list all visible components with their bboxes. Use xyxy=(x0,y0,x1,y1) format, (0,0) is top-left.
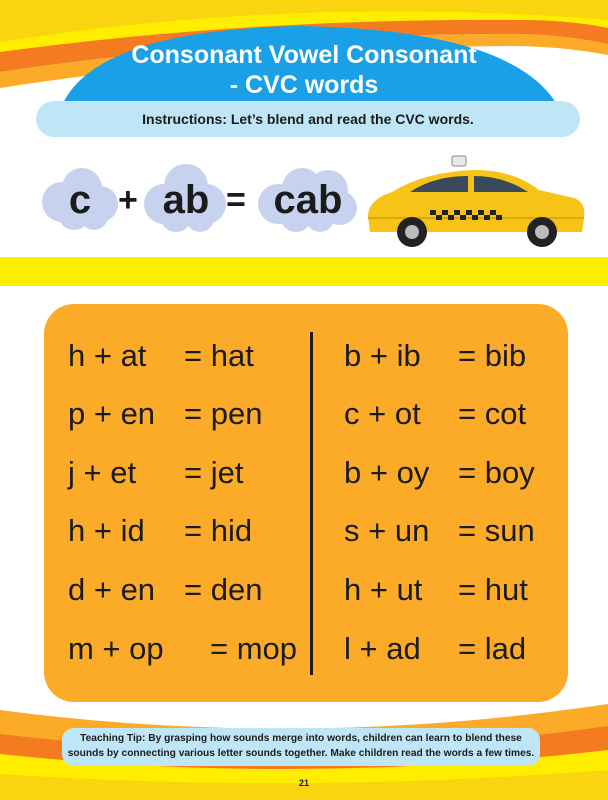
page-title xyxy=(90,40,518,100)
word-row xyxy=(344,631,527,667)
word-result: = boy xyxy=(458,455,535,490)
column-divider xyxy=(310,332,313,675)
example-equals: = xyxy=(226,181,246,219)
word-row xyxy=(344,338,527,374)
word-result: = hut xyxy=(458,572,528,607)
word-row xyxy=(68,572,263,608)
word-blend: c + ot xyxy=(344,396,421,431)
word-blend: l + ad xyxy=(344,631,421,666)
title-line-1: Consonant Vowel Consonant xyxy=(131,41,477,69)
yellow-divider-stripe xyxy=(0,257,608,286)
word-result: = hat xyxy=(184,338,254,373)
word-row xyxy=(344,513,535,549)
word-result: = mop xyxy=(210,631,298,666)
word-row xyxy=(68,513,253,549)
example-result: cab xyxy=(273,178,343,222)
word-row xyxy=(68,455,244,491)
word-result: = jet xyxy=(184,455,244,490)
word-result: = cot xyxy=(458,396,527,431)
taxi-cab-illustration xyxy=(364,152,588,252)
word-blend: b + oy xyxy=(344,455,430,490)
word-row xyxy=(68,631,298,667)
word-blend: s + un xyxy=(344,513,430,548)
word-result: = pen xyxy=(184,396,263,431)
word-row xyxy=(68,338,254,374)
word-result: = lad xyxy=(458,631,527,666)
example-part-2: ab xyxy=(162,178,210,222)
word-row xyxy=(344,455,535,491)
word-result: = sun xyxy=(458,513,535,548)
instructions-text: Instructions: Let’s blend and read the CVC words. xyxy=(142,111,474,127)
word-result: = den xyxy=(184,572,263,607)
word-row xyxy=(68,396,263,432)
teaching-tip-box xyxy=(62,728,540,766)
word-result: = bib xyxy=(458,338,527,373)
word-result: = hid xyxy=(184,513,253,548)
word-blend: j + et xyxy=(68,455,137,490)
example-plus: + xyxy=(118,181,138,219)
word-blend: p + en xyxy=(68,396,156,431)
tip-line-1: Teaching Tip: By grasping how sounds merge into words, children can learn to blend these xyxy=(80,733,522,744)
word-blend: h + at xyxy=(68,338,147,373)
page-number: 21 xyxy=(298,778,309,788)
title-line-2: - CVC words xyxy=(229,71,379,99)
tip-line-2: sounds by connecting various letter sounds together. Make children read the words a few times. xyxy=(67,748,535,759)
word-row xyxy=(344,396,527,432)
word-blend: h + id xyxy=(68,513,145,548)
word-blend: d + en xyxy=(68,572,156,607)
word-blend: b + ib xyxy=(344,338,421,373)
example-part-1: c xyxy=(68,178,92,222)
word-blend: m + op xyxy=(68,631,164,666)
word-row xyxy=(344,572,528,608)
instructions-banner xyxy=(36,101,580,137)
word-blend: h + ut xyxy=(344,572,423,607)
